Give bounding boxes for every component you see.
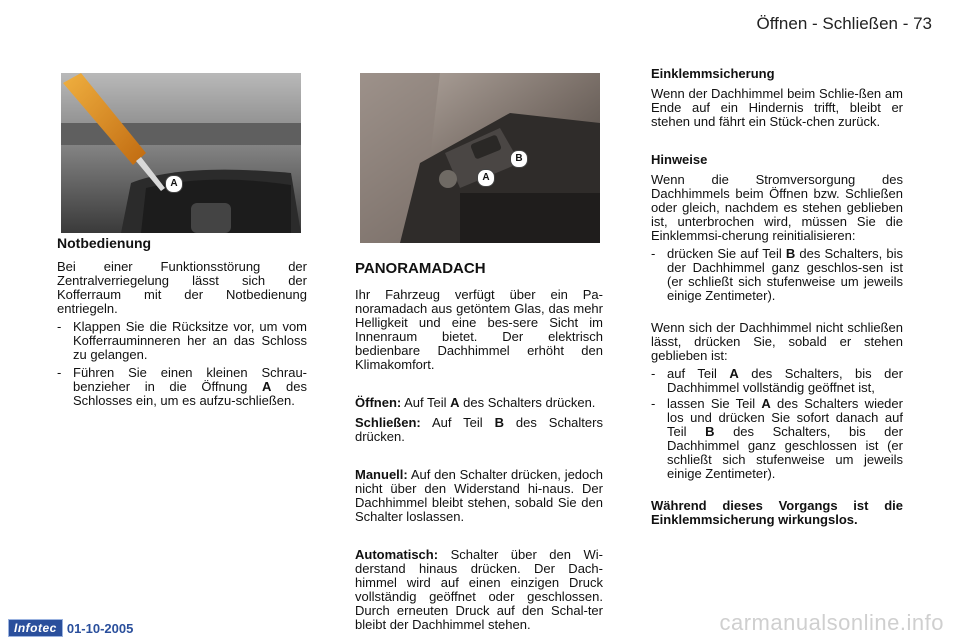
list-item: - lassen Sie Teil A des Schalters wieder los und drücken Sie sofort danach auf Teil B des Schalters, bis der Dachhimmel ganz geschlossen ist (er schließt sich stufenweise um jeweils einige Zentimeter). bbox=[651, 396, 903, 481]
part-letter: A bbox=[729, 366, 739, 381]
trunk-lock-photo bbox=[61, 73, 301, 233]
bullet-text: des Schalters wieder los und drücken Sie sofort danach auf Teil bbox=[667, 396, 903, 439]
label-b-marker: B bbox=[510, 150, 528, 168]
bullet-text: des Schalters, bis der Dachhimmel ganz geschlos-sen ist (er schließt sich stufenweise um jeweils einige Zentimeter). bbox=[667, 246, 903, 303]
bullet-text: auf Teil bbox=[667, 366, 717, 381]
heading-notbedienung: Notbedienung bbox=[57, 235, 152, 251]
text: Schalter über den Wi-derstand hinaus drücken. Der Dach-himmel wird auf einen einzigen Druck vollständig geöffnet oder geschlossen. Durch erneuten Druck auf den Schal-ter bleibt der Dachhimmel stehen. bbox=[355, 547, 603, 632]
paragraph-pinch: Wenn der Dachhimmel beim Schlie-ßen am Ende auf ein Hindernis trifft, bleibt er stehen und fährt ein Stück-chen zurück. bbox=[651, 86, 903, 129]
bullet-text: des Schalters, bis der Dachhimmel ganz geschlossen ist (er schließt sich stufenweise um jeweils einige Zentimeter). bbox=[667, 424, 903, 481]
list-item: - auf Teil A des Schalters, bis der Dachhimmel vollständig geöffnet ist, bbox=[651, 366, 903, 395]
watermark: carmanualsonline.info bbox=[719, 610, 944, 635]
part-letter: A bbox=[761, 396, 771, 411]
heading-einklemmsicherung: Einklemmsicherung bbox=[651, 66, 775, 81]
roof-switch-photo bbox=[360, 73, 600, 243]
label-auto: Automatisch: bbox=[355, 547, 439, 562]
label-a-marker: A bbox=[165, 175, 183, 193]
footer-date: 01-10-2005 bbox=[66, 620, 134, 636]
page-header: Öffnen - Schließen - 73 bbox=[756, 14, 932, 33]
bullet-text: des Schlosses ein, um es aufzu-schließen. bbox=[73, 379, 307, 408]
bullet-text: des Schalters, bis der Dachhimmel vollständig geöffnet ist, bbox=[667, 366, 903, 395]
text: des Schalters drücken. bbox=[463, 395, 596, 410]
bullet-text: Klappen Sie die Rücksitze vor, um vom Kofferrauminneren her an das Schloss zu gelangen. bbox=[73, 319, 307, 362]
heading-panoramadach: PANORAMADACH bbox=[355, 260, 486, 277]
list-item: - Führen Sie einen kleinen Schrau-benzieher in die Öffnung A des Schlosses ein, um es aufzu-schließen. bbox=[57, 365, 307, 408]
paragraph-intro: Ihr Fahrzeug verfügt über ein Pa-noramadach aus getöntem Glas, das mehr Helligkeit und eine bes-sere Sicht im Innenraum bietet. Der elektrisch bedienbare Dachhimmel erhöht den Klimakomfort. bbox=[355, 287, 603, 372]
paragraph-close bbox=[355, 416, 603, 444]
paragraph-not-closing: Wenn sich der Dachhimmel nicht schließen lässt, drücken Sie, sobald er stehen geblieben ist: bbox=[651, 320, 903, 363]
paragraph-intro: Bei einer Funktionsstörung der Zentralverriegelung lässt sich der Kofferraum mit der Notbedienung entriegeln. bbox=[57, 259, 307, 316]
warning-text: Während dieses Vorgangs ist die Einklemmsicherung wirkungslos. bbox=[651, 498, 903, 527]
column-panoramadach bbox=[355, 262, 603, 632]
list-item: - Klappen Sie die Rücksitze vor, um vom Kofferrauminneren her an das Schloss zu gelangen. bbox=[57, 319, 307, 362]
paragraph-auto bbox=[355, 548, 603, 632]
infotec-logo: Infotec bbox=[8, 619, 63, 637]
label-a-marker: A bbox=[477, 169, 495, 187]
bullet-text: drücken Sie auf Teil bbox=[667, 246, 782, 261]
part-letter: B bbox=[785, 246, 796, 261]
paragraph-power: Wenn die Stromversorgung des Dachhimmels beim Öffnen bzw. Schließen oder gleich, nachdem es stehen geblieben ist, unterbrochen wird, müssen Sie die Einklemmsi-cherung reinitialisieren: bbox=[651, 172, 903, 243]
column-pinch-protection bbox=[651, 67, 903, 527]
text: des Schalters drücken. bbox=[355, 415, 603, 444]
paragraph-manual bbox=[355, 468, 603, 524]
label-close: Schließen: bbox=[355, 415, 421, 430]
text: Auf Teil bbox=[431, 415, 483, 430]
column-emergency bbox=[57, 236, 307, 408]
list-item: - drücken Sie auf Teil B des Schalters, bis der Dachhimmel ganz geschlos-sen ist (er schließt sich stufenweise um jeweils einige Zentimeter). bbox=[651, 246, 903, 303]
label-manual: Manuell: bbox=[355, 467, 408, 482]
part-letter: A bbox=[262, 379, 272, 394]
part-letter: B bbox=[494, 415, 504, 430]
text: Auf Teil bbox=[404, 395, 447, 410]
text: Auf den Schalter drücken, jedoch nicht über den Widerstand hi-naus. Der Dachhimmel bleibt stehen, sobald Sie den Schalter loslassen. bbox=[355, 467, 603, 524]
paragraph-open bbox=[355, 396, 603, 410]
part-letter: B bbox=[705, 424, 715, 439]
bullet-text: Führen Sie einen kleinen Schrau-benzieher in die Öffnung bbox=[73, 365, 307, 394]
heading-hinweise: Hinweise bbox=[651, 152, 708, 167]
bullet-text: lassen Sie Teil bbox=[667, 396, 756, 411]
label-open: Öffnen: bbox=[355, 395, 402, 410]
footer-brand bbox=[8, 619, 133, 637]
part-letter: A bbox=[450, 395, 460, 410]
